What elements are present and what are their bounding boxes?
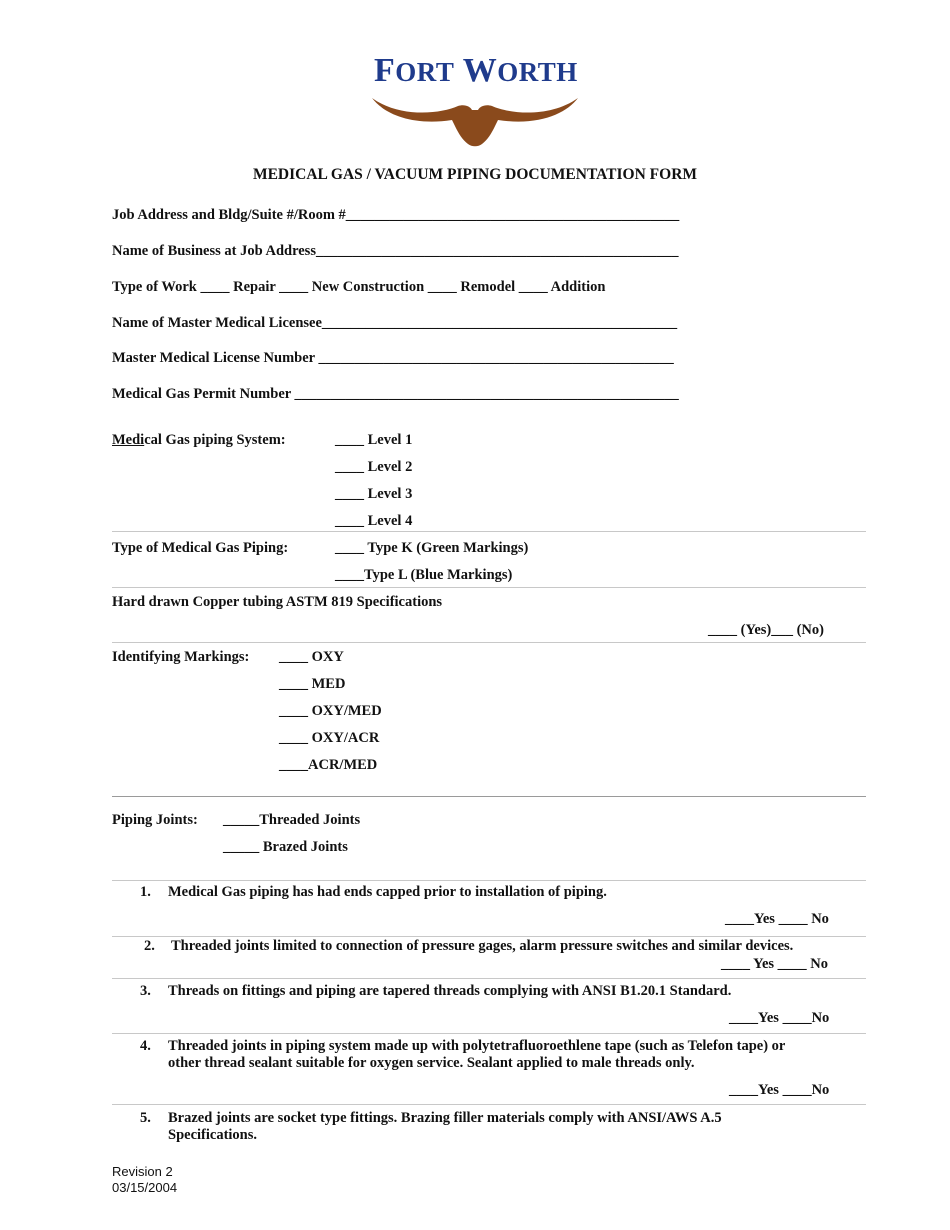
item-text: Threaded joints limited to connection of pressure gages, alarm pressure switches and similar devices. — [171, 938, 794, 954]
item-answer[interactable]: ____Yes ____No — [729, 1082, 830, 1098]
type-k-option[interactable]: ____ Type K (Green Markings) — [335, 540, 529, 556]
copper-answer[interactable]: ____ (Yes)___ (No) — [708, 622, 824, 638]
threaded-joints-option[interactable]: _____Threaded Joints — [223, 812, 361, 828]
item-text: Threads on fittings and piping are tapered threads complying with ANSI B1.20.1 Standard. — [168, 983, 732, 999]
piping-type-label: Type of Medical Gas Piping: — [112, 540, 289, 556]
license-number-field[interactable]: Master Medical License Number _________________________________________________ — [112, 350, 674, 366]
longhorn-steer-icon — [370, 92, 580, 148]
logo-letter-w: W — [462, 52, 498, 89]
joints-label: Piping Joints: — [112, 812, 198, 828]
system-label-rest: cal Gas piping System: — [144, 432, 286, 448]
marking-oxy-option[interactable]: ____ OXY — [279, 649, 344, 665]
item-number: 1. — [140, 884, 151, 900]
type-l-option[interactable]: ____Type L (Blue Markings) — [335, 567, 513, 583]
item-number: 2. — [144, 938, 155, 954]
logo-letter-f: F — [374, 52, 396, 89]
revision-label: Revision 2 — [112, 1164, 173, 1179]
divider — [112, 880, 866, 881]
item-number: 5. — [140, 1110, 151, 1126]
form-title: MEDICAL GAS / VACUUM PIPING DOCUMENTATION FORM — [252, 166, 698, 183]
item-text: Threaded joints in piping system made up with polytetrafluoroethlene tape (such as Telefon tape) or — [168, 1038, 786, 1054]
level-4-option[interactable]: ____ Level 4 — [335, 513, 413, 529]
marking-oxy-med-option[interactable]: ____ OXY/MED — [279, 703, 382, 719]
fort-worth-logo — [370, 52, 580, 148]
divider — [112, 978, 866, 979]
system-label — [112, 432, 286, 449]
permit-number-field[interactable]: Medical Gas Permit Number _____________________________________________________ — [112, 386, 679, 402]
item-text: Specifications. — [168, 1127, 258, 1143]
copper-label: Hard drawn Copper tubing ASTM 819 Specifications — [112, 594, 443, 610]
divider — [112, 642, 866, 643]
logo-wordmark — [374, 52, 578, 90]
item-text: Brazed joints are socket type fittings. Brazing filler materials comply with ANSI/AWS A.5 — [168, 1110, 722, 1126]
divider — [112, 936, 866, 937]
divider — [112, 796, 866, 797]
divider — [112, 1033, 866, 1034]
item-number: 4. — [140, 1038, 151, 1054]
level-1-option[interactable]: ____ Level 1 — [335, 432, 413, 448]
item-answer[interactable]: ____ Yes ____ No — [721, 956, 829, 972]
marking-med-option[interactable]: ____ MED — [279, 676, 346, 692]
item-answer[interactable]: ____Yes ____ No — [725, 911, 829, 927]
markings-label: Identifying Markings: — [112, 649, 250, 665]
logo-letters-orth: ORTH — [497, 57, 578, 87]
level-3-option[interactable]: ____ Level 3 — [335, 486, 413, 502]
item-answer[interactable]: ____Yes ____No — [729, 1010, 830, 1026]
divider — [112, 587, 866, 588]
type-of-work-field[interactable]: Type of Work ____ Repair ____ New Construction ____ Remodel ____ Addition — [112, 279, 606, 295]
logo-letters-ort: ORT — [395, 57, 455, 87]
brazed-joints-option[interactable]: _____ Brazed Joints — [223, 839, 348, 855]
system-label-underlined: Medi — [112, 432, 145, 448]
divider — [112, 531, 866, 532]
divider — [112, 1104, 866, 1105]
marking-acr-med-option[interactable]: ____ACR/MED — [279, 757, 378, 773]
business-name-field[interactable]: Name of Business at Job Address__________________________________________________ — [112, 243, 679, 259]
revision-date: 03/15/2004 — [112, 1180, 178, 1195]
job-address-field[interactable]: Job Address and Bldg/Suite #/Room #______________________________________________ — [112, 207, 680, 223]
item-text: other thread sealant suitable for oxygen service. Sealant applied to male threads only. — [168, 1055, 695, 1071]
item-text: Medical Gas piping has had ends capped prior to installation of piping. — [168, 884, 607, 900]
marking-oxy-acr-option[interactable]: ____ OXY/ACR — [279, 730, 380, 746]
master-licensee-field[interactable]: Name of Master Medical Licensee_________________________________________________ — [112, 315, 678, 331]
item-number: 3. — [140, 983, 151, 999]
level-2-option[interactable]: ____ Level 2 — [335, 459, 413, 475]
